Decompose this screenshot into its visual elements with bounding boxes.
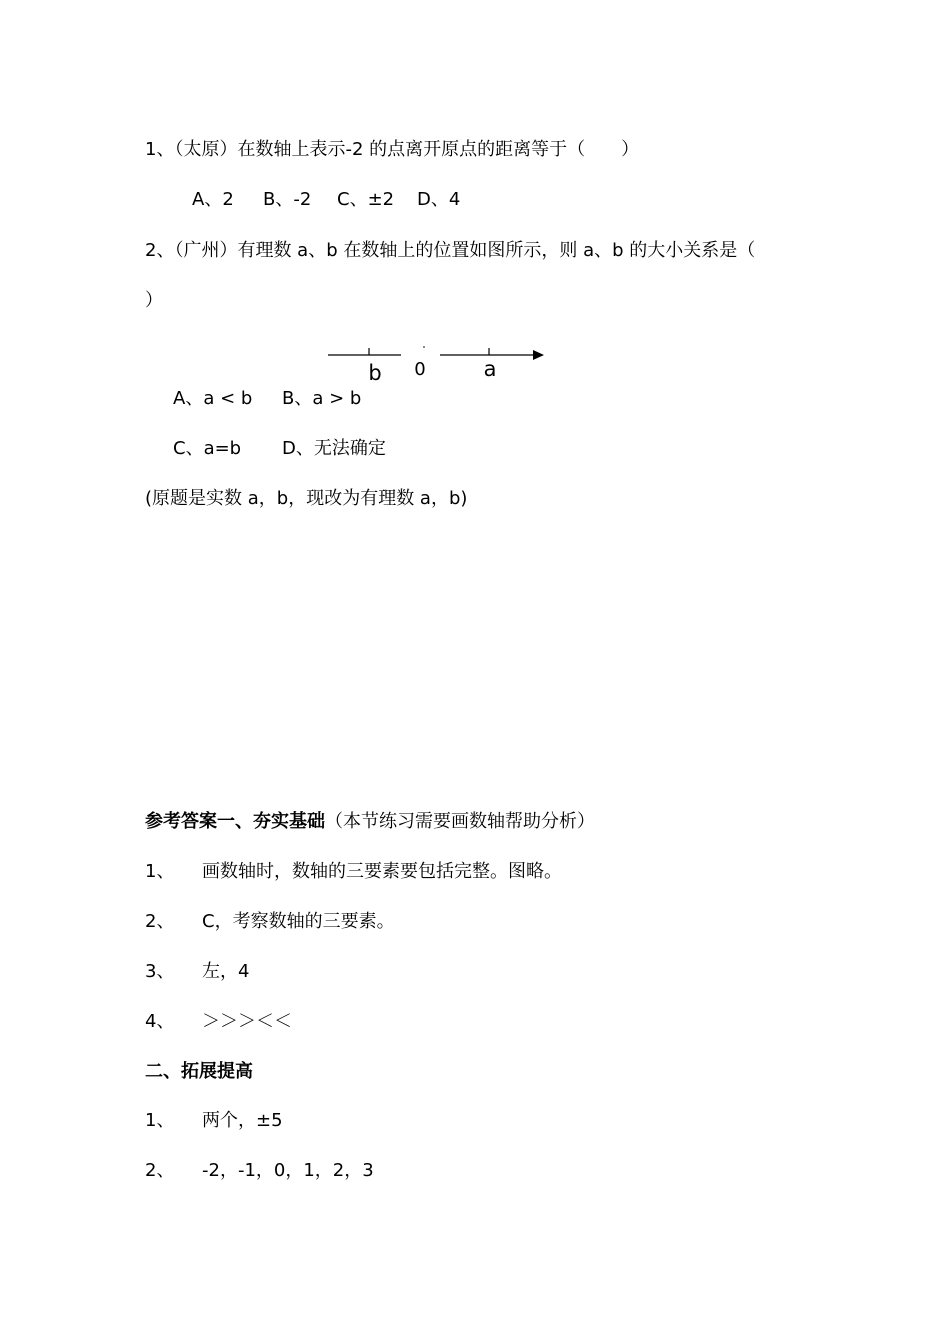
label-a: a — [483, 357, 497, 381]
answer-number: 3、 — [145, 961, 175, 982]
answer-number: 2、 — [145, 911, 175, 932]
answer-text: 画数轴时，数轴的三要素要包括完整。图略。 — [202, 861, 562, 882]
answer-basic-3 — [145, 960, 249, 984]
answer-text: 两个，±5 — [202, 1110, 283, 1131]
axis-arrow-icon — [533, 350, 544, 360]
answer-number: 1、 — [145, 1110, 175, 1131]
number-line-figure — [325, 340, 555, 390]
question-1-option-c: C、±2 — [337, 189, 395, 210]
answers-heading-note: （本节练习需要画数轴帮助分析） — [325, 811, 595, 832]
answer-text: C，考察数轴的三要素。 — [202, 911, 395, 932]
question-2-note: (原题是实数 a，b，现改为有理数 a，b) — [145, 488, 468, 509]
answer-basic-2 — [145, 910, 395, 934]
label-b: b — [368, 361, 382, 385]
answer-number: 4、 — [145, 1011, 175, 1032]
section-2-title: 二、拓展提高 — [145, 1061, 253, 1082]
tick-zero-dot — [423, 346, 425, 348]
answer-basic-4 — [145, 1010, 292, 1034]
answer-basic-1 — [145, 860, 562, 884]
answer-text: ＞＞＞＜＜ — [202, 1011, 292, 1032]
answers-heading-bold: 参考答案一、夯实基础 — [145, 811, 325, 832]
label-zero: 0 — [414, 359, 426, 380]
answer-advanced-1 — [145, 1109, 283, 1133]
answer-number: 1、 — [145, 861, 175, 882]
question-2-option-b: B、a > b — [282, 388, 362, 409]
answers-heading — [145, 810, 595, 834]
answer-text: -2，-1，0，1，2，3 — [202, 1160, 374, 1181]
answer-text: 左，4 — [202, 961, 250, 982]
question-2-option-a: A、a < b — [173, 388, 253, 409]
number-line-svg — [325, 340, 555, 390]
question-1-text: 1、（太原）在数轴上表示-2 的点离开原点的距离等于（ ） — [145, 139, 640, 160]
answer-advanced-2 — [145, 1159, 374, 1183]
answer-number: 2、 — [145, 1160, 175, 1181]
question-1-option-a: A、2 — [192, 189, 234, 210]
question-2-option-c: C、a=b — [173, 438, 242, 459]
question-1-option-d: D、4 — [417, 189, 461, 210]
question-1-option-b: B、-2 — [263, 189, 312, 210]
question-2-text: 2、（广州）有理数 a、b 在数轴上的位置如图所示，则 a、b 的大小关系是（ — [145, 240, 756, 261]
question-2-option-d: D、无法确定 — [282, 438, 386, 459]
question-2-text-continued: ） — [145, 290, 163, 311]
